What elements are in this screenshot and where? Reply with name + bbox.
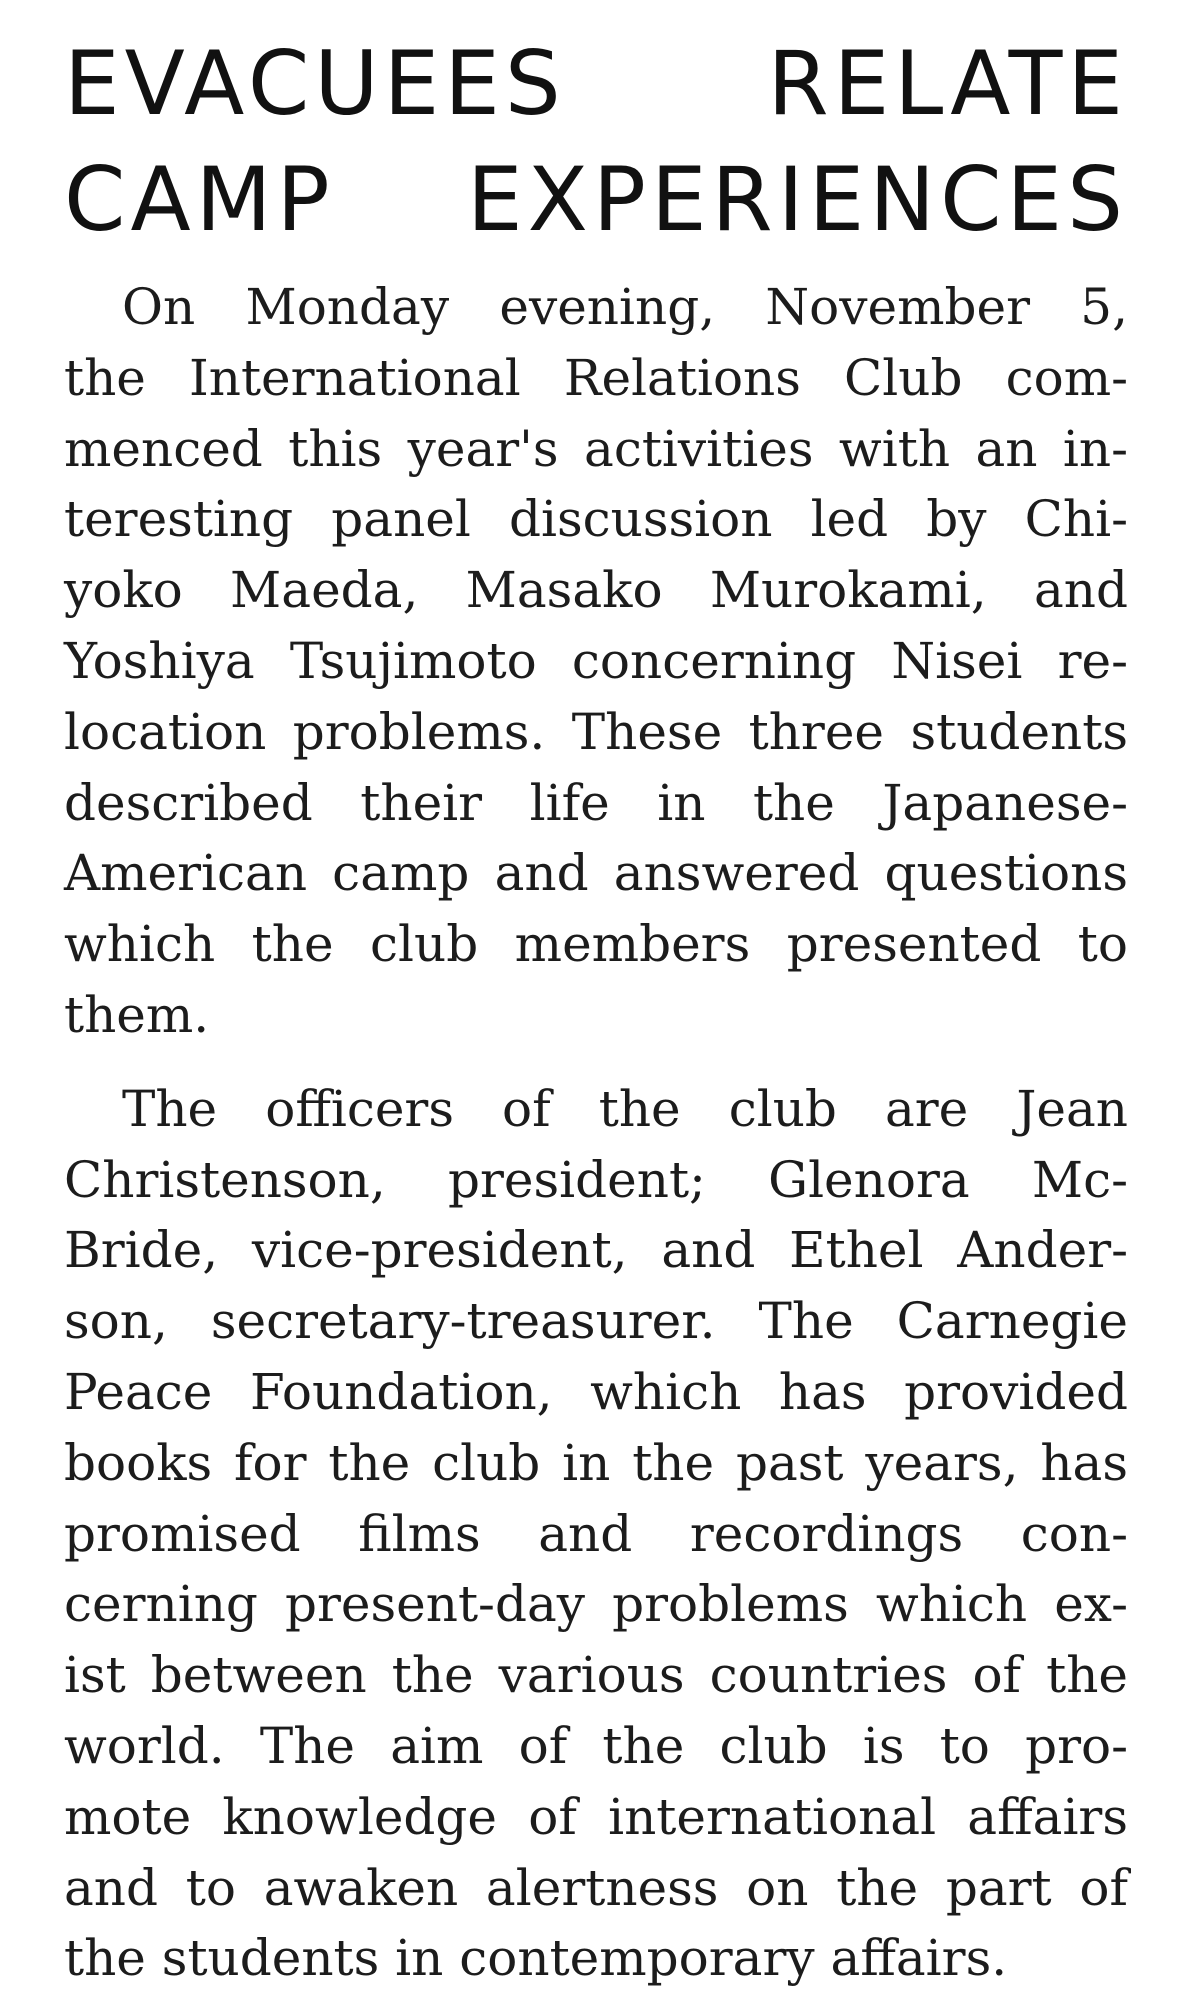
text-line: son, secretary-treasurer. The Carnegie — [64, 1292, 1128, 1351]
paragraph-1 — [64, 272, 1128, 1051]
text-line: books for the club in the past years, has — [64, 1433, 1128, 1492]
text-line: The officers of the club are Jean — [122, 1079, 1128, 1138]
text-line: promised films and recordings con- — [64, 1504, 1128, 1563]
headline-line-2: CAMP EXPERIENCES — [64, 148, 1128, 251]
text-line: which the club members presented to — [64, 915, 1128, 974]
text-line: American camp and answered questions — [64, 844, 1128, 903]
text-line: and to awaken alertness on the part of — [64, 1858, 1128, 1917]
text-line: Yoshiya Tsujimoto concerning Nisei re- — [64, 631, 1128, 690]
text-line: yoko Maeda, Masako Murokami, and — [64, 561, 1128, 620]
headline — [64, 26, 1128, 258]
text-line: cerning present-day problems which ex- — [64, 1575, 1128, 1634]
text-line: location problems. These three students — [64, 702, 1128, 761]
text-line: On Monday evening, November 5, — [122, 278, 1128, 336]
text-line: Christenson, president; Glenora Mc- — [64, 1150, 1128, 1209]
text-line: Bride, vice-president, and Ethel Ander- — [64, 1221, 1128, 1280]
text-line: ist between the various countries of the — [64, 1646, 1128, 1705]
text-line: teresting panel discussion led by Chi- — [64, 490, 1128, 549]
text-line: the students in contemporary affairs. — [64, 1929, 1008, 1988]
text-line: world. The aim of the club is to pro- — [64, 1716, 1128, 1775]
text-line: mote knowledge of international affairs — [64, 1787, 1128, 1846]
paragraph-2 — [64, 1074, 1128, 1994]
text-line: the International Relations Club com- — [64, 348, 1128, 407]
text-line: menced this year's activities with an in- — [64, 419, 1128, 478]
text-line: them. — [64, 985, 210, 1044]
text-line: described their life in the Japanese- — [64, 773, 1128, 832]
article — [64, 26, 1128, 1994]
text-line: Peace Foundation, which has provided — [64, 1362, 1128, 1421]
headline-line-1: EVACUEES RELATE — [64, 32, 1128, 135]
